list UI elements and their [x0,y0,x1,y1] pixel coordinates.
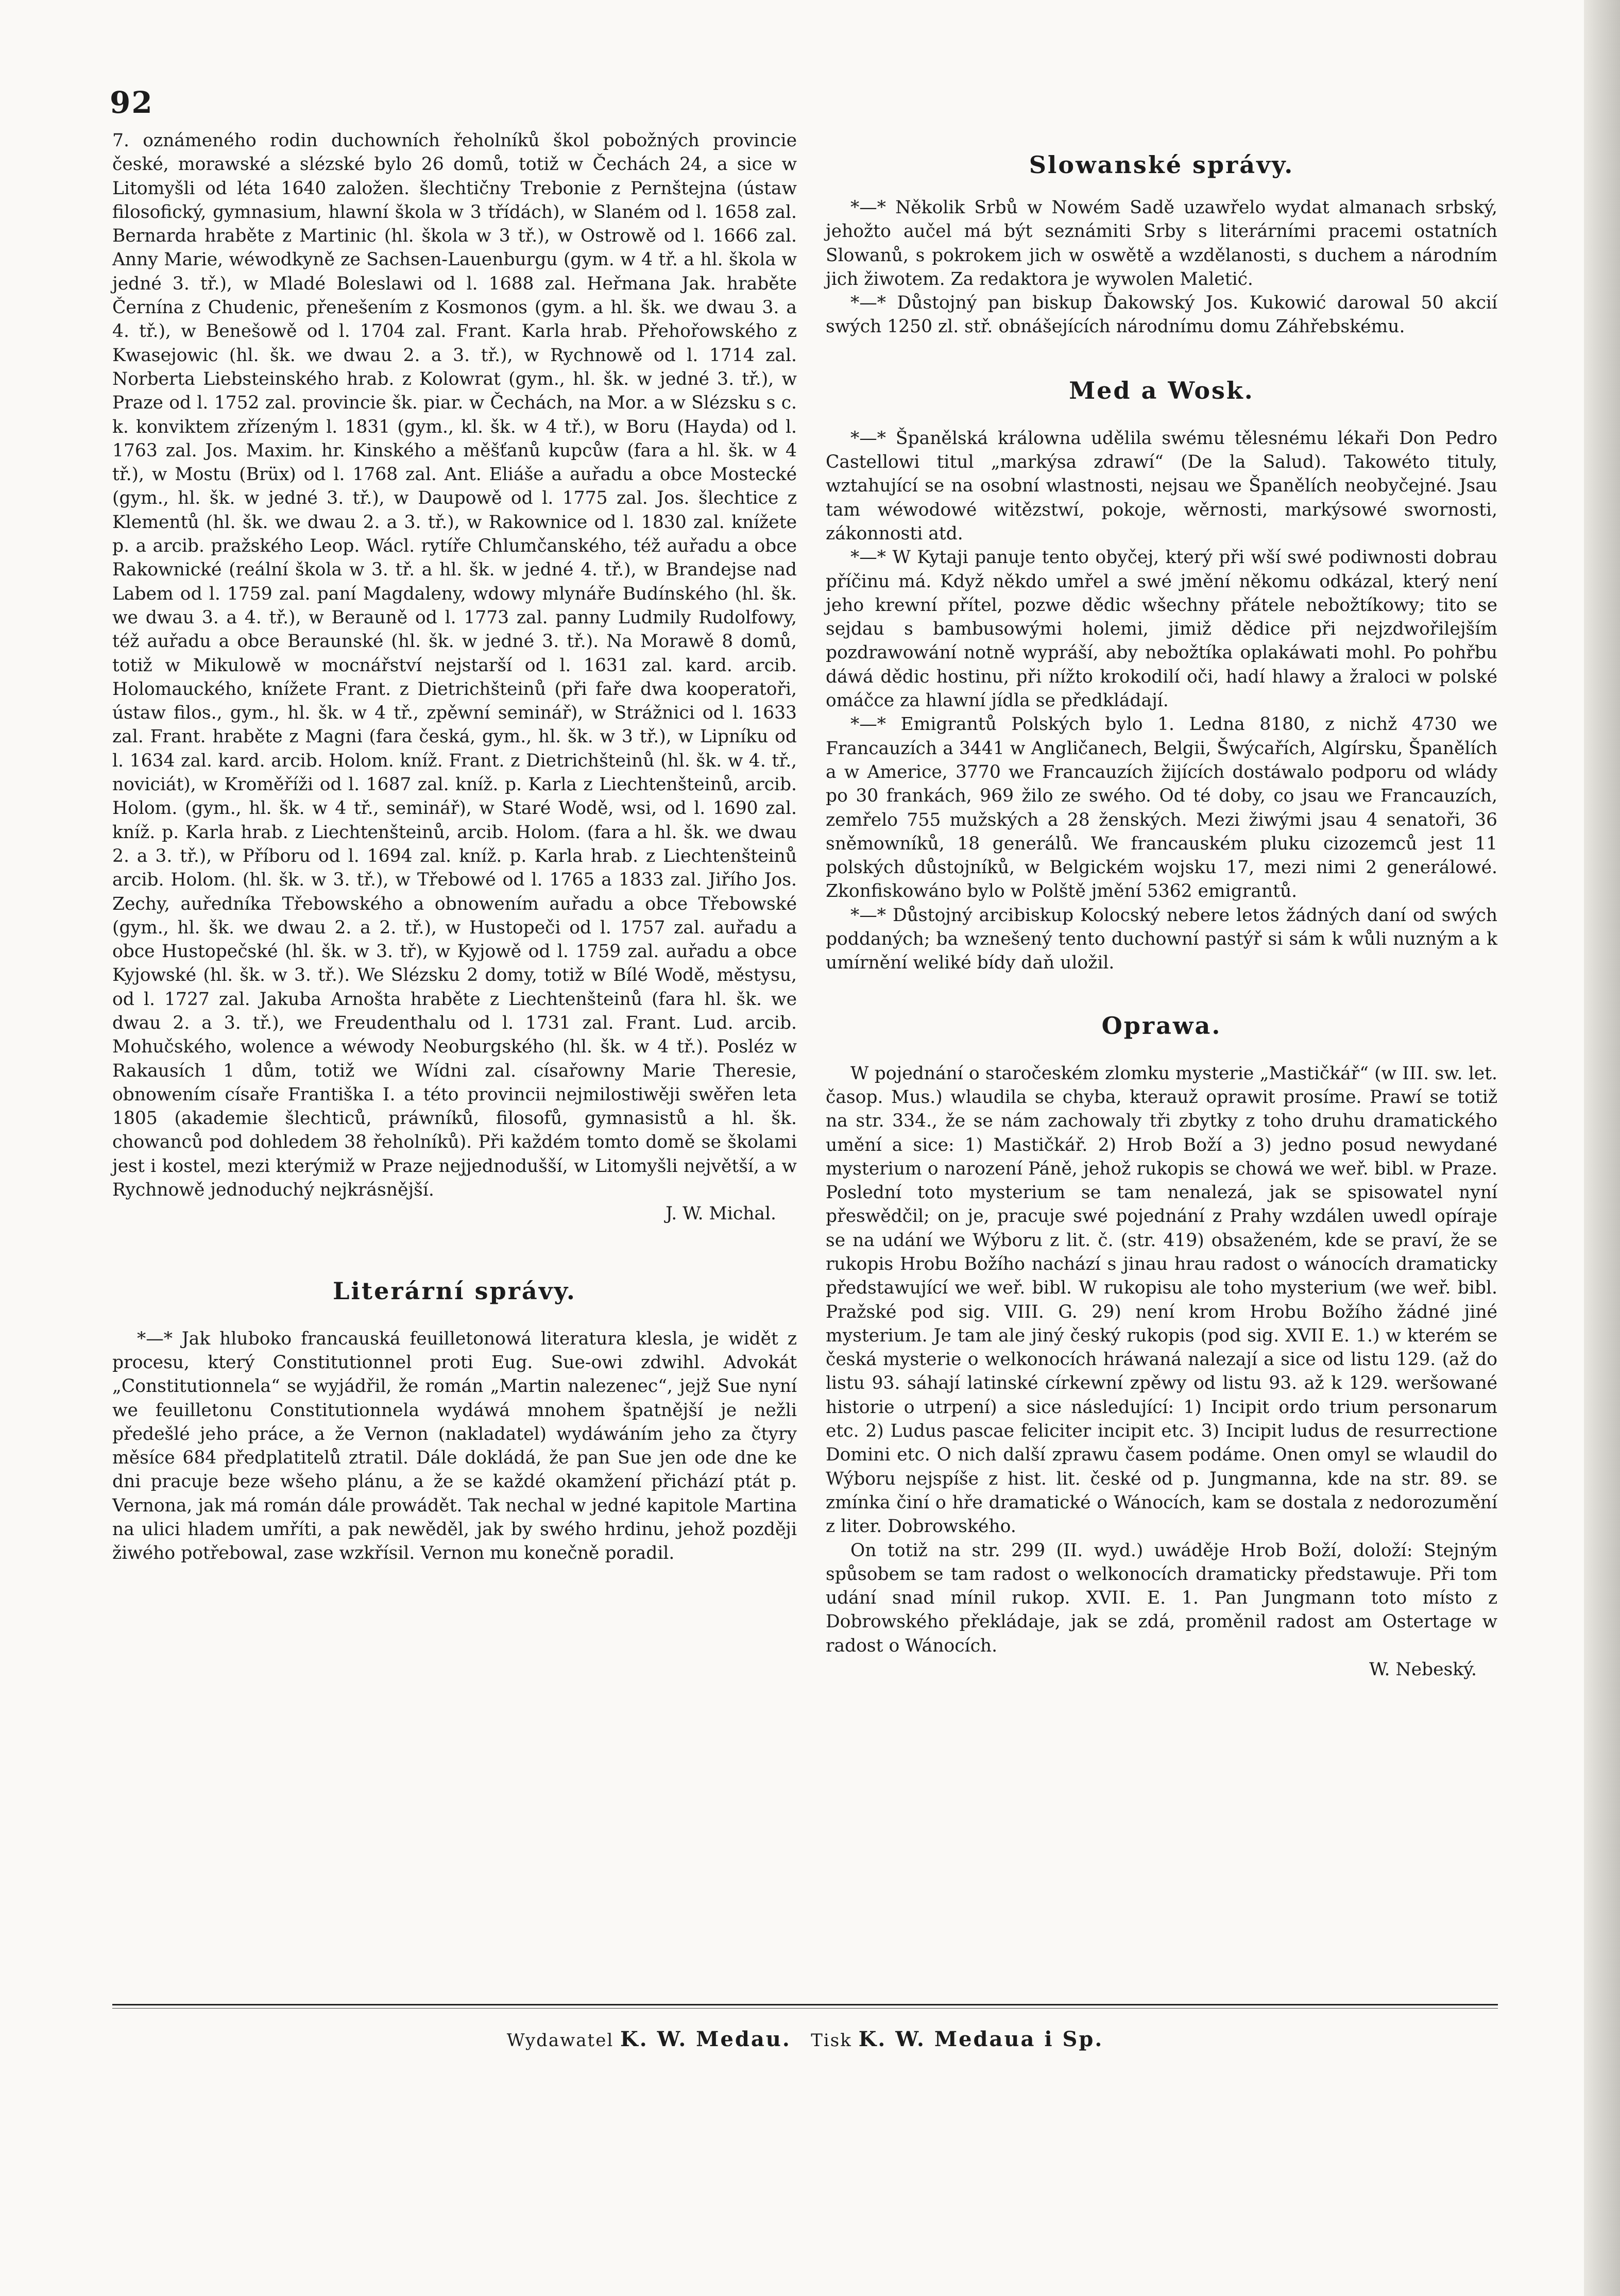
oprawa-paragraph-2: On totiž na str. 299 (II. wyd.) uwáděje Hrob Boží, doloží: Stejným spůsobem se tam radost o welkonocích dramaticky předstawuje. Při tom udání snad mínil rukop. XVII. E. 1. Pan Jungmann toto místo z Dobrowského překládaje, jak se zdá, proměnil radost am Ostertage w radost o Wánocích. [826,1540,1497,1656]
page-number: 92 [110,85,154,120]
section-heading-oprawa: Oprawa. [1101,1011,1222,1040]
printer-label: Tisk [811,2030,852,2051]
oprawa-signature: W. Nebeský. [1369,1659,1477,1680]
imprint-footer [112,2027,1498,2051]
footer-rule-thin [112,2008,1498,2009]
slowanske-paragraph-2: *—* Důstojný pan biskup Ďakowský Jos. Kukowić darowal 50 akcií swých 1250 zl. stř. obnášejících národnímu domu Záhřebskému. [826,293,1497,337]
med-paragraph-2: *—* W Kytaji panuje tento obyčej, který při wší swé podiwnosti dobrau příčinu má. Když někdo umřel a swé jmění někomu odkázal, který není jeho krewní přítel, pozwe dědic wšechny přátele nebožtíkowy; tito se sejdau s bambusowými holemi, jimiž dědice při nejzdwořilejším pozdrawowání notně wypráší, aby nebožtíka oplakáwati mohl. Po pohřbu dáwá dědic hostinu, při nížto krokodilí oči, hadí hlawy a žraloci w polské omáčce za hlawní jídla se předkládají. [826,547,1497,711]
section-heading-literarni: Literární správy. [333,1277,576,1305]
intro-signature: J. W. Michal. [666,1203,776,1224]
left-column [112,129,797,1566]
publisher-name: K. W. Medau. [620,2027,791,2051]
med-paragraph-1: *—* Španělská králowna udělila swému tělesnému lékaři Don Pedro Castellowi titul „markýsa zdrawí“ (De la Salud). Takowéto tituly, wztahující se na osobní wlastnosti, nejsau we Španělích neobyčejné. Jsau tam wéwodowé witězstwí, pokoje, wěrnosti, markýsowé swornosti, zákonnosti atd. [826,428,1497,544]
footer-rule [112,2004,1498,2005]
intro-paragraph: 7. oznámeného rodin duchowních řeholníků škol pobožných provincie české, morawské a slézské bylo 26 domů, totiž w Čechách 24, a sice w Litomyšli od léta 1640 založen. šlechtičny Trebonie z Pernštejna (ústaw filosofický, gymnasium, hlawní škola w 3 třídách), w Slaném od l. 1658 zal. Bernarda hraběte z Martinic (hl. škola w 3 tř.), w Ostrowě od l. 1666 zal. Anny Marie, wéwodkyně ze Sachsen-Lauenburgu (gym. w 4 tř. a hl. škola w jedné 3. tř.), w Mladé Boleslawi od l. 1688 zal. Heřmana Jak. hraběte Černína z Chudenic, přenešením z Kosmonos (gym. a hl. šk. we dwau 3. a 4. tř.), w Benešowě od l. 1704 zal. Frant. Karla hrab. Přehořowského z Kwasejowic (hl. šk. we dwau 2. a 3. tř.), w Rychnowě od l. 1714 zal. Norberta Liebsteinského hrab. z Kolowrat (gym., hl. šk. w jedné 3. tř.), w Praze od l. 1752 zal. provincie šk. piar. w Čechách, na Mor. a w Slézsku s c. k. konviktem zřízeným l. 1831 (gym., kl. šk. w 4 tř.), w Boru (Hayda) od l. 1763 zal. Jos. Maxim. hr. Kinského a měšťanů kupcůw (fara a hl. šk. w 4 tř.), w Mostu (Brüx) od l. 1768 zal. Ant. Eliáše a auřadu a obce Mostecké (gym., hl. šk. w jedné 3. tř.), w Daupowě od l. 1775 zal. Jos. šlechtice z Klementů (hl. šk. we dwau 2. a 3. tř.), w Rakownice od l. 1830 zal. knížete p. a arcib. pražského Leop. Wácl. rytíře Chlumčanského, též auřadu a obce Rakownické (reální škola w 3. tř. a hl. šk. w jedné 4. tř.), w Brandejse nad Labem od l. 1759 zal. paní Magdaleny, wdowy mlynáře Budínského (hl. šk. we dwau 3. a 4. tř.), w Berauně od l. 1773 zal. panny Ludmily Rudolfowy, též auřadu a obce Beraunské (hl. šk. w jedné 3. tř.). Na Morawě 8 domů, totiž w Mikulowě w mocnářství nejstarší od l. 1631 zal. kard. arcib. Holomauckého, knížete Frant. z Dietrichšteinů (při faře dwa kooperatoři, ústaw filos., gym., hl. šk. w 4 tř., zpěwní seminář), w Strážnici od l. 1633 zal. Frant. hraběte z Magni (fara česká, gym., hl. šk. w 3 tř.), w Lipníku od l. 1634 zal. kard. arcib. Holom. kníž. Frant. z Dietrichšteinů (hl. šk. w 4. tř., noviciát), w Kroměříži od l. 1687 zal. kníž. p. Karla z Liechtenšteinů, arcib. Holom. (gym., hl. šk. w 4 tř., seminář), w Staré Wodě, wsi, od l. 1690 zal. kníž. p. Karla hrab. z Liechtenšteinů, arcib. Holom. (fara a hl. šk. we dwau 2. a 3. tř.), w Příboru od l. 1694 zal. kníž. p. Karla hrab. z Liechtenšteinů arcib. Holom. (hl. šk. w 3. tř.), w Třebowé od l. 1765 a 1833 zal. Jiřího Jos. Zechy, auředníka Třebowského a obnowením auřadu a obce Třebowské (gym., hl. šk. we dwau 2. a 2. tř.), w Hustopeči od l. 1757 zal. auřadu a obce Hustopečské (hl. šk. w 3. tř), w Kyjowě od l. 1759 zal. auřadu a obce Kyjowské (hl. šk. w 3. tř.). We Slézsku 2 domy, totiž w Bílé Wodě, městysu, od l. 1727 zal. Jakuba Arnošta hraběte z Liechtenšteinů (fara hl. šk. we dwau 2. a 3. tř.), we Freudenthalu od l. 1731 zal. Frant. Lud. arcib. Mohučského, wolence a wéwody Neoburgského (hl. šk. w 4 tř.). Posléz w Rakausích 1 dům, totiž we Wídni zal. císařowny Marie Theresie, obnowením císaře Františka I. a této provincii nejmilostiwěji swěřen leta 1805 (akademie šlechticů, práwníků, filosofů, gymnasistů a hl. šk. chowanců pod dohledem 38 řeholníků). Při každém tomto domě se školami jest i kostel, mezi kterýmiž w Praze nejjednodušší, w Litomyšli největší, a w Rychnowě jednoduchý nejkrásnější. [112,130,797,1201]
slowanske-paragraph-1: *—* Několik Srbů w Nowém Sadě uzawřelo wydat almanach srbský, jehožto aučel má být seznámiti Srby s literárními pracemi ostatních Slowanů, s pokrokem jich w oswětě a wzdělanosti, s duchem a národním jich žiwotem. Za redaktora je wywolen Maletić. [826,197,1497,290]
med-paragraph-3: *—* Emigrantů Polských bylo 1. Ledna 8180, z nichž 4730 we Francauzích a 3441 w Angličanech, Belgii, Šwýcařích, Algírsku, Španělích a w Americe, 3770 we Francauzích žijících dostáwalo podporu od wlády po 30 frankách, 969 žilo ze swého. Od té doby, co jsau we Francauzích, zemřelo 755 mužských a 28 ženských. Mezi žiwými jsau 4 senatoři, 36 sněmowníků, 18 generálů. We francauském pluku cizozemců jest 11 polských důstojníků, w Belgickém wojsku 17, mezi nimi 2 generálowé. Zkonfiskowáno bylo w Polště jmění 5362 emigrantů. [826,714,1497,902]
scan-page-edge [1584,0,1620,2296]
section-heading-med-a-wosk: Med a Wosk. [1069,376,1254,404]
right-column [826,149,1497,1681]
med-paragraph-4: *—* Důstojný arcibiskup Kolocský nebere letos žádných daní od swých poddaných; ba wznešený tento duchowní pastýř si sám k wůli nuzným a k umírnění weliké bídy daň uložil. [826,905,1497,974]
oprawa-paragraph-1: W pojednání o staročeském zlomku mysterie „Mastičkář“ (w III. sw. let. časop. Mus.) wlaudila se chyba, kterauž oprawit prosíme. Prawí se totiž na str. 334., že se nám zachowaly tři zbytky z toho druhu dramatického umění a sice: 1) Mastičkář. 2) Hrob Boží a 3) jedno posud newydané mysterium o narození Páně, jehož rukopis se chowá we weř. bibl. w Praze. Poslední toto mysterium se tam nenalezá, jak se spisowatel nyní přeswědčil; on je, pracuje swé pojednání z Prahy wzdálen uwedl opíraje se na udání we Wýboru z lit. č. (str. 419) obsaženém, kde se praví, že se rukopis Hrobu Božího nachází s jinau hrau radost o wánocích dramaticky předstawující we weř. bibl. W rukopisu ale toho mysterium (we weř. bibl. Pražské pod sig. VIII. G. 29) není krom Hrobu Božího žádné jiné mysterium. Je tam ale jiný český rukopis (pod sig. XVII E. 1.) w kterém se česká mysterie o welkonocích hráwaná nalezají a sice od listu 129. (až do listu 93. sáhají latinské církewní zpěwy od listu 93. až k 129. weršowané historie o utrpení) a sice následující: 1) Incipit ordo trium personarum etc. 2) Ludus pascae feliciter incipit etc. 3) Incipit ludus de resurrectione Domini etc. O nich další zprawu časem podáme. Onen omyl se wlaudil do Wýboru nejspíše z hist. lit. české od p. Jungmanna, kde na str. 89. se zmínka činí o hře dramatické o Wánocích, kam se dostala z nedorozumění z liter. Dobrowského. [826,1063,1497,1537]
literarni-paragraph: *—* Jak hluboko francauská feuilletonowá literatura klesla, je widět z procesu, který Constitutionnel proti Eug. Sue-owi zdwihl. Advokát „Constitutionnela“ se wyjádřil, že román „Martin nalezenec“, jejž Sue nyní we feuilletonu Constitutionnela wydáwá mnohem špatnější je nežli předešlé jeho práce, a že Vernon (nakladatel) wydáwáním jeho za čtyry měsíce 684 předplatitelů ztratil. Dále dokládá, že pan Sue jen ode dne ke dni pracuje beze wšeho plánu, a že se každé okamžení přichází ptát p. Vernona, jak má román dále prowádět. Tak nechal w jedné kapitole Martina na ulici hladem umříti, a pak newěděl, jak by swého hrdinu, jehož později žiwého potřebowal, zase wzkřísil. Vernon mu konečně poradil. [112,1328,797,1564]
printer-name: K. W. Medaua i Sp. [858,2027,1104,2051]
publisher-label: Wydawatel [506,2030,614,2051]
section-heading-slowanske: Slowanské správy. [1029,151,1294,179]
